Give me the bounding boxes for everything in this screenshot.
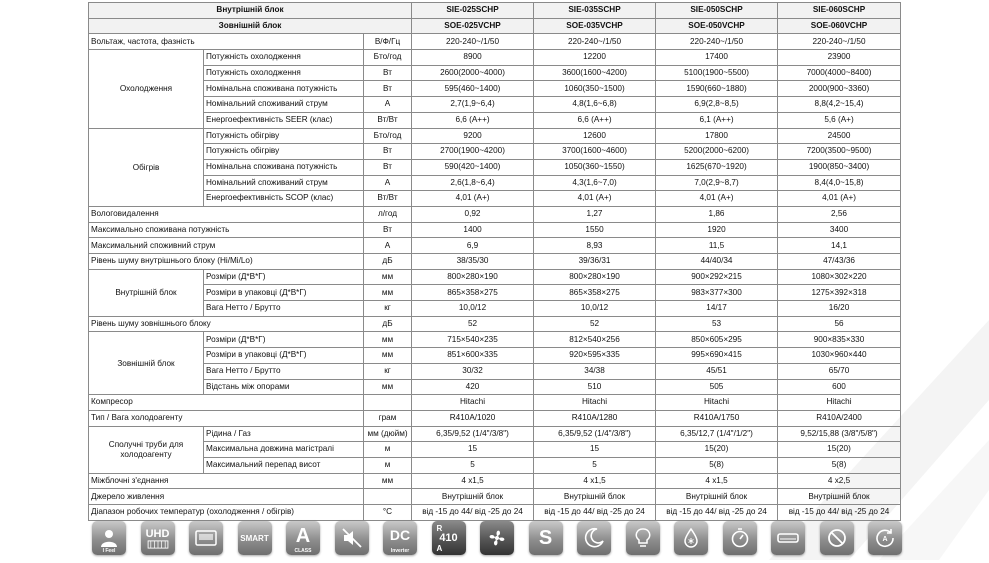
cell-value: 6,9(2,8~8,5) (656, 97, 778, 113)
row-label: Максимальна довжина магістралі (204, 442, 364, 458)
row-unit: мм (364, 332, 412, 348)
indoor-model: SIE-050SCHP (656, 3, 778, 19)
cell-value: 851×600×335 (412, 348, 534, 364)
cell-value: від -15 до 44/ від -25 до 24 (534, 505, 656, 521)
cell-value: 1900(850~3400) (778, 159, 901, 175)
indoor-model: SIE-060SCHP (778, 3, 901, 19)
group-pipes: Сполучні труби для холодоагенту (89, 426, 204, 473)
table-row (89, 410, 901, 426)
row-unit: °С (364, 505, 412, 521)
row-label: Максимальний споживний струм (89, 238, 364, 254)
cell-value: 600 (778, 379, 901, 395)
r-letter: R (436, 524, 443, 533)
row-label: Максимально споживана потужність (89, 222, 364, 238)
cell-value: Внутрішній блок (778, 489, 901, 505)
row-unit: м (364, 442, 412, 458)
cell-value: Внутрішній блок (534, 489, 656, 505)
group-cooling: Охолодження (89, 50, 204, 128)
row-label: Номінальний споживаний струм (204, 175, 364, 191)
cell-value: 1050(360~1550) (534, 159, 656, 175)
table-row (89, 34, 901, 50)
table-row (89, 379, 901, 395)
row-label: Номінальний споживаний струм (204, 97, 364, 113)
cell-value: 983×377×300 (656, 285, 778, 301)
row-unit: Вт (364, 81, 412, 97)
cell-value: 4 x2,5 (778, 473, 901, 489)
table-row (89, 3, 901, 19)
cell-value: 6,35/9,52 (1/4"/3/8") (412, 426, 534, 442)
cell-value: 34/38 (534, 363, 656, 379)
cell-value: 5200(2000~6200) (656, 144, 778, 160)
row-unit: л/год (364, 206, 412, 222)
cell-value: Hitachi (778, 395, 901, 411)
cell-value: 16/20 (778, 301, 901, 317)
row-label: Вологовидалення (89, 206, 364, 222)
cell-value: 4,01 (A+) (778, 191, 901, 207)
indoor-unit-icon (771, 521, 805, 555)
row-unit: м (364, 457, 412, 473)
cell-value: 30/32 (412, 363, 534, 379)
cell-value: 3600(1600~4200) (534, 65, 656, 81)
row-label: Вага Нетто / Брутто (204, 301, 364, 317)
cell-value: Hitachi (534, 395, 656, 411)
cell-value: 2600(2000~4000) (412, 65, 534, 81)
cell-value: 6,35/9,52 (1/4"/3/8") (534, 426, 656, 442)
feature-icons-row (92, 519, 902, 557)
cell-value: 900×835×330 (778, 332, 901, 348)
class-label: CLASS (294, 548, 312, 554)
self-clean-icon (529, 521, 563, 555)
cell-value: 17400 (656, 50, 778, 66)
a-letter: A (436, 544, 443, 553)
cell-value: 1400 (412, 222, 534, 238)
cell-value: 5,6 (A+) (778, 112, 901, 128)
cell-value: 1030×960×440 (778, 348, 901, 364)
row-unit: мм (364, 379, 412, 395)
row-label: Потужність обігріву (204, 128, 364, 144)
cell-value: Внутрішній блок (412, 489, 534, 505)
cell-value: R410A/1750 (656, 410, 778, 426)
table-row (89, 301, 901, 317)
cell-value: 8,4(4,0~15,8) (778, 175, 901, 191)
cell-value: 4,8(1,6~6,8) (534, 97, 656, 113)
cell-value: 8,93 (534, 238, 656, 254)
cell-value: R410A/2400 (778, 410, 901, 426)
cell-value: 12600 (534, 128, 656, 144)
cell-value: 9200 (412, 128, 534, 144)
smart-label: SMART (240, 533, 269, 543)
outdoor-model: SOE-025VCHP (412, 18, 534, 34)
svg-text:A: A (882, 536, 888, 543)
outdoor-model: SOE-035VCHP (534, 18, 656, 34)
cell-value: 2,6(1,8~6,4) (412, 175, 534, 191)
cell-value: 7200(3500~9500) (778, 144, 901, 160)
row-unit: дБ (364, 316, 412, 332)
cell-value: Hitachi (412, 395, 534, 411)
row-label: Номінальна споживана потужність (204, 159, 364, 175)
indoor-header-label: Внутрішній блок (89, 3, 412, 19)
cell-value: 6,6 (A++) (534, 112, 656, 128)
cell-value: 15(20) (778, 442, 901, 458)
cell-value: 590(420~1400) (412, 159, 534, 175)
row-label: Джерело живлення (89, 489, 364, 505)
no-prohibited-icon (820, 521, 854, 555)
cell-value: 1060(350~1500) (534, 81, 656, 97)
cell-value: 220-240~/1/50 (778, 34, 901, 50)
row-unit: дБ (364, 254, 412, 270)
cell-value: 11,5 (656, 238, 778, 254)
cell-value: 6,1 (A++) (656, 112, 778, 128)
table-row (89, 191, 901, 207)
cell-value: 10,0/12 (412, 301, 534, 317)
cell-value: 900×292×215 (656, 269, 778, 285)
cell-value: 6,6 (A++) (412, 112, 534, 128)
cell-value: 505 (656, 379, 778, 395)
antifreeze-icon (674, 521, 708, 555)
auto-restart-icon (868, 521, 902, 555)
cell-value: 0,92 (412, 206, 534, 222)
cell-value: 4,01 (A+) (534, 191, 656, 207)
table-row (89, 316, 901, 332)
cell-value: 56 (778, 316, 901, 332)
outdoor-model: SOE-050VCHP (656, 18, 778, 34)
cell-value: 5100(1900~5500) (656, 65, 778, 81)
table-row (89, 348, 901, 364)
display-icon (189, 521, 223, 555)
row-unit: грам (364, 410, 412, 426)
row-label: Потужність охолодження (204, 50, 364, 66)
cell-value: 3700(1600~4600) (534, 144, 656, 160)
table-row (89, 332, 901, 348)
class-letter: A (295, 524, 311, 547)
cell-value: від -15 до 44/ від -25 до 24 (778, 505, 901, 521)
cell-value: 800×280×190 (534, 269, 656, 285)
row-unit: мм (364, 473, 412, 489)
row-label: Вольтаж, частота, фазність (89, 34, 364, 50)
cell-value: 4,01 (A+) (412, 191, 534, 207)
cell-value: 44/40/34 (656, 254, 778, 270)
row-label: Вага Нетто / Брутто (204, 363, 364, 379)
refrigerant-label: 410 (439, 532, 458, 544)
row-unit: кг (364, 301, 412, 317)
row-unit: мм (364, 269, 412, 285)
s-letter: S (538, 526, 553, 549)
row-unit: Бто/год (364, 50, 412, 66)
cell-value: 53 (656, 316, 778, 332)
cell-value: 5(8) (656, 457, 778, 473)
row-label: Максимальний перепад висот (204, 457, 364, 473)
cell-value: 1550 (534, 222, 656, 238)
row-label: Рідина / Газ (204, 426, 364, 442)
indoor-model: SIE-025SCHP (412, 3, 534, 19)
cell-value: Hitachi (656, 395, 778, 411)
indoor-model: SIE-035SCHP (534, 3, 656, 19)
mute-icon (335, 521, 369, 555)
row-label: Розміри в упаковці (Д*В*Г) (204, 348, 364, 364)
ifeel-icon (92, 521, 126, 555)
table-row (89, 81, 901, 97)
table-row (89, 473, 901, 489)
dc-label: DC (389, 527, 411, 543)
table-row (89, 395, 901, 411)
row-label: Рівень шуму внутрішнього блоку (Hi/Mi/Lo) (89, 254, 364, 270)
cell-value: 5 (412, 457, 534, 473)
table-row (89, 128, 901, 144)
table-row (89, 175, 901, 191)
table-row (89, 489, 901, 505)
cell-value: 4 x1,5 (656, 473, 778, 489)
cell-value: 5 (534, 457, 656, 473)
table-row (89, 65, 901, 81)
row-label: Міжблочні з'єднання (89, 473, 364, 489)
cell-value: 4,01 (A+) (656, 191, 778, 207)
cell-value: 9,52/15,88 (3/8"/5/8") (778, 426, 901, 442)
cell-value: 220-240~/1/50 (534, 34, 656, 50)
cell-value: 10,0/12 (534, 301, 656, 317)
cell-value: 800×280×190 (412, 269, 534, 285)
cell-value: 1590(660~1880) (656, 81, 778, 97)
row-unit: В/Ф/Гц (364, 34, 412, 50)
row-unit: А (364, 238, 412, 254)
row-unit: А (364, 175, 412, 191)
cell-value: 1,86 (656, 206, 778, 222)
cell-value: 715×540×235 (412, 332, 534, 348)
cell-value: 2,7(1,9~6,4) (412, 97, 534, 113)
group-heating: Обігрів (89, 128, 204, 206)
cell-value: 8,8(4,2~15,4) (778, 97, 901, 113)
cell-value: Внутрішній блок (656, 489, 778, 505)
cell-value: 865×358×275 (534, 285, 656, 301)
energy-class-icon (286, 521, 320, 555)
cell-value: 52 (534, 316, 656, 332)
ifeel-label: I Feel (102, 548, 116, 554)
cell-value: від -15 до 44/ від -25 до 24 (412, 505, 534, 521)
table-row (89, 285, 901, 301)
table-row (89, 442, 901, 458)
group-indoor-unit: Внутрішній блок (89, 269, 204, 316)
outdoor-header-label: Зовнішній блок (89, 18, 412, 34)
uhd-label: UHD (145, 527, 170, 540)
sleep-moon-icon (577, 521, 611, 555)
cell-value: 24500 (778, 128, 901, 144)
row-unit: Вт/Вт (364, 191, 412, 207)
cell-value: 65/70 (778, 363, 901, 379)
cell-value: 5(8) (778, 457, 901, 473)
cell-value: 220-240~/1/50 (656, 34, 778, 50)
group-outdoor-unit: Зовнішній блок (89, 332, 204, 395)
cell-value: 220-240~/1/50 (412, 34, 534, 50)
row-unit: мм (364, 285, 412, 301)
row-label: Розміри в упаковці (Д*В*Г) (204, 285, 364, 301)
cell-value: 4,3(1,6~7,0) (534, 175, 656, 191)
cell-value: 7,0(2,9~8,7) (656, 175, 778, 191)
cell-value: 12200 (534, 50, 656, 66)
inverter-label: Inverter (390, 548, 410, 554)
row-label: Рівень шуму зовнішнього блоку (89, 316, 364, 332)
cell-value: 4 x1,5 (412, 473, 534, 489)
cell-value: 8900 (412, 50, 534, 66)
cell-value: 15 (534, 442, 656, 458)
cell-value: 6,35/12,7 (1/4"/1/2") (656, 426, 778, 442)
row-label: Відстань між опорами (204, 379, 364, 395)
cell-value: 3400 (778, 222, 901, 238)
cell-value: 15(20) (656, 442, 778, 458)
cell-value: 1080×302×220 (778, 269, 901, 285)
row-unit: Бто/год (364, 128, 412, 144)
table-row (89, 457, 901, 473)
cell-value: 595(460~1400) (412, 81, 534, 97)
table-row (89, 269, 901, 285)
row-unit: Вт (364, 222, 412, 238)
cell-value: 38/35/30 (412, 254, 534, 270)
cell-value: 1920 (656, 222, 778, 238)
table-row (89, 238, 901, 254)
cell-value: 1,27 (534, 206, 656, 222)
cell-value: від -15 до 44/ від -25 до 24 (656, 505, 778, 521)
cell-value: 14,1 (778, 238, 901, 254)
row-unit (364, 395, 412, 411)
spec-table (88, 2, 901, 521)
table-row (89, 505, 901, 521)
dc-inverter-icon (383, 521, 417, 555)
cell-value: 6,9 (412, 238, 534, 254)
cell-value: R410A/1280 (534, 410, 656, 426)
cell-value: 4 x1,5 (534, 473, 656, 489)
row-label: Діапазон робочих температур (охолодження / обігрів) (89, 505, 364, 521)
cell-value: 7000(4000~8400) (778, 65, 901, 81)
fan-icon (480, 521, 514, 555)
row-unit: кг (364, 363, 412, 379)
cell-value: 39/36/31 (534, 254, 656, 270)
row-label: Розміри (Д*В*Г) (204, 332, 364, 348)
cell-value: 47/43/36 (778, 254, 901, 270)
cell-value: 812×540×256 (534, 332, 656, 348)
cell-value: 52 (412, 316, 534, 332)
row-unit: А (364, 97, 412, 113)
cell-value: 850×605×295 (656, 332, 778, 348)
row-label: Потужність охолодження (204, 65, 364, 81)
row-label: Тип / Вага холодоагенту (89, 410, 364, 426)
table-row (89, 144, 901, 160)
table-row (89, 97, 901, 113)
table-row (89, 50, 901, 66)
cell-value: 1625(670~1920) (656, 159, 778, 175)
row-label: Компресор (89, 395, 364, 411)
cell-value: 23900 (778, 50, 901, 66)
cell-value: 510 (534, 379, 656, 395)
cell-value: 45/51 (656, 363, 778, 379)
uhd-filter-icon (141, 521, 175, 555)
row-label: Потужність обігріву (204, 144, 364, 160)
cell-value: 1275×392×318 (778, 285, 901, 301)
cell-value: 15 (412, 442, 534, 458)
cell-value: 865×358×275 (412, 285, 534, 301)
cell-value: 920×595×335 (534, 348, 656, 364)
table-row (89, 18, 901, 34)
row-unit: Вт (364, 144, 412, 160)
row-label: Розміри (Д*В*Г) (204, 269, 364, 285)
smart-icon (238, 521, 272, 555)
table-row (89, 363, 901, 379)
cell-value: 995×690×415 (656, 348, 778, 364)
row-unit: Вт (364, 65, 412, 81)
row-unit (364, 489, 412, 505)
outdoor-model: SOE-060VCHP (778, 18, 901, 34)
cell-value: 2,56 (778, 206, 901, 222)
row-unit: мм (дюйм) (364, 426, 412, 442)
table-row (89, 426, 901, 442)
cell-value: 420 (412, 379, 534, 395)
cell-value: 14/17 (656, 301, 778, 317)
table-row (89, 222, 901, 238)
row-unit: Вт (364, 159, 412, 175)
row-unit: мм (364, 348, 412, 364)
light-bulb-icon (626, 521, 660, 555)
cell-value: 17800 (656, 128, 778, 144)
row-label: Енергоефективність SCOP (клас) (204, 191, 364, 207)
table-row (89, 254, 901, 270)
row-label: Енергоефективність SEER (клас) (204, 112, 364, 128)
row-unit: Вт/Вт (364, 112, 412, 128)
row-label: Номінальна споживана потужність (204, 81, 364, 97)
timer-icon (723, 521, 757, 555)
table-row (89, 159, 901, 175)
table-row (89, 206, 901, 222)
cell-value: 2700(1900~4200) (412, 144, 534, 160)
table-row (89, 112, 901, 128)
cell-value: 2000(900~3360) (778, 81, 901, 97)
r410a-icon (432, 521, 466, 555)
cell-value: R410A/1020 (412, 410, 534, 426)
